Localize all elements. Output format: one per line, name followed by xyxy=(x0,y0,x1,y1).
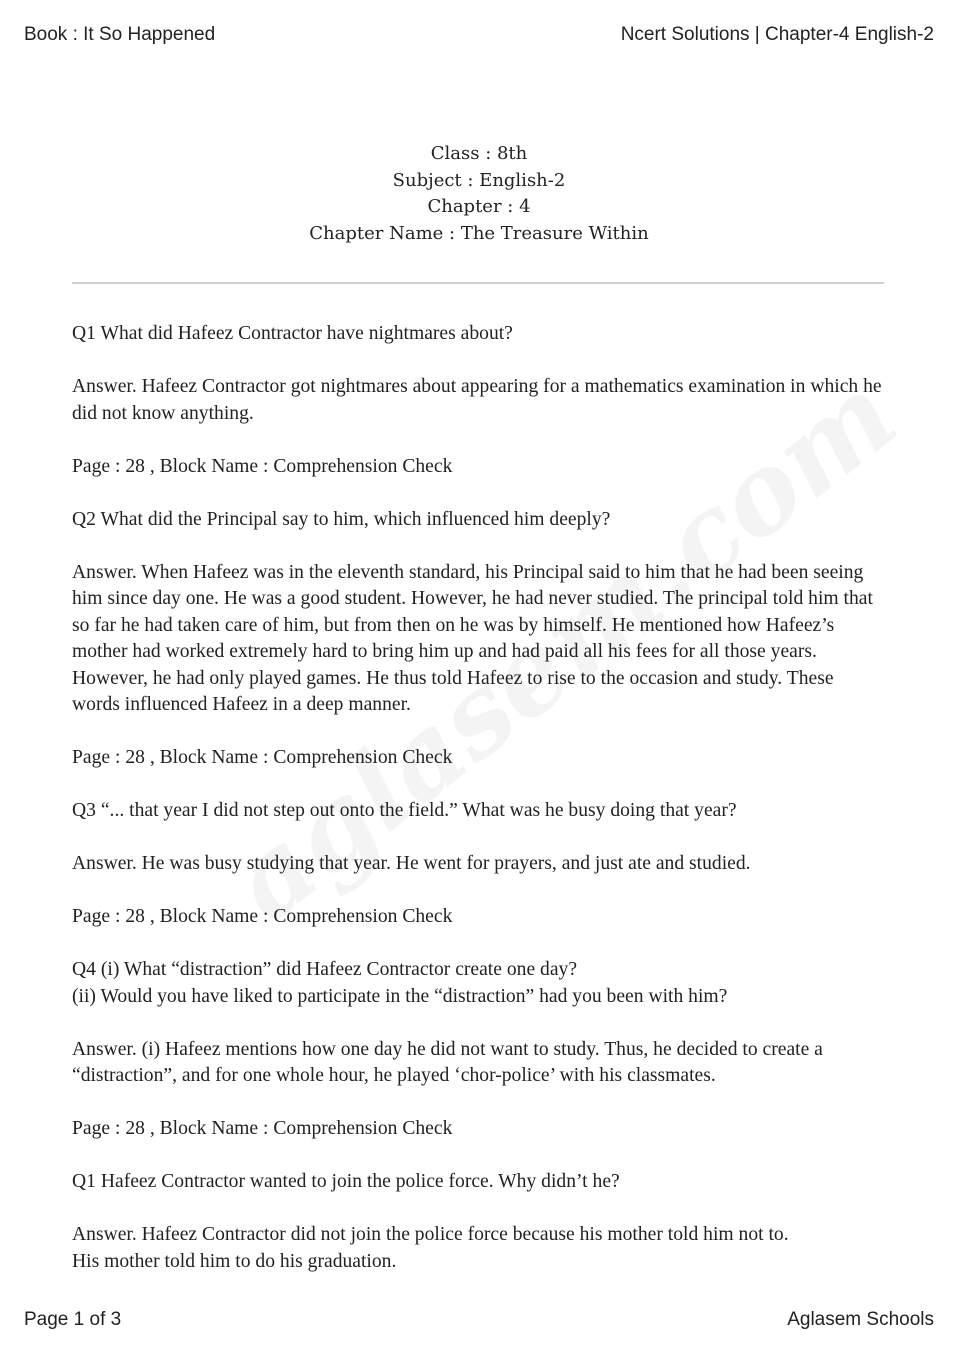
question-4-part-2: (ii) Would you have liked to participate in the “distraction” had you been with him? xyxy=(72,985,728,1007)
header-chapter-info: Ncert Solutions | Chapter-4 English-2 xyxy=(620,24,934,45)
header-book-title: Book : It So Happened xyxy=(24,24,216,45)
meta-chapter: Chapter : 4 xyxy=(427,196,531,217)
page-ref-2: Page : 28 , Block Name : Comprehension Check xyxy=(72,747,453,768)
answer-4: Answer. (i) Hafeez mentions how one day he did not want to study. Thus, he decided to create a “distraction”, and for one whole hour, he played ‘chor-police’ with his classmates. xyxy=(72,1038,823,1086)
document-meta xyxy=(0,141,958,247)
answer-1: Answer. Hafeez Contractor got nightmares about appearing for a mathematics examination in which he did not know anything. xyxy=(72,376,882,424)
meta-class: Class : 8th xyxy=(430,143,528,164)
answer-2: Answer. When Hafeez was in the eleventh standard, his Principal said to him that he had been seeing him since day one. He was a good student. However, he had never studied. The principal told him that so far he had taken care of him, but from then on he was by himself. He mentioned how Hafeez’s mother had worked extremely hard to bring him up and had paid all his fees for all those years. However, he had only played games. He thus told Hafeez to rise to the occasion and study. These words influenced Hafeez in a deep manner. xyxy=(72,561,873,715)
page-number: Page 1 of 3 xyxy=(24,1309,122,1330)
question-2: Q2 What did the Principal say to him, which influenced him deeply? xyxy=(72,508,611,530)
qa-content xyxy=(72,321,884,1302)
answer-3: Answer. He was busy studying that year. He went for prayers, and just ate and studied. xyxy=(72,853,751,874)
question-3: Q3 “... that year I did not step out onto the field.” What was he busy doing that year? xyxy=(72,800,737,821)
question-1: Q1 What did Hafeez Contractor have nightmares about? xyxy=(72,323,513,344)
question-4-part-1: Q4 (i) What “distraction” did Hafeez Contractor create one day? xyxy=(72,959,578,980)
page-footer xyxy=(24,1309,934,1331)
page-ref-4: Page : 28 , Block Name : Comprehension Check xyxy=(72,1118,453,1139)
divider xyxy=(72,282,884,284)
answer-5-line-2: His mother told him to do his graduation. xyxy=(72,1250,397,1272)
page-ref-3: Page : 28 , Block Name : Comprehension Check xyxy=(72,906,453,927)
question-5: Q1 Hafeez Contractor wanted to join the police force. Why didn’t he? xyxy=(72,1171,620,1192)
page-ref-1: Page : 28 , Block Name : Comprehension Check xyxy=(72,455,453,477)
meta-subject: Subject : English-2 xyxy=(392,169,566,191)
footer-brand: Aglasem Schools xyxy=(787,1309,934,1330)
page-header xyxy=(24,24,934,46)
meta-chapter-name: Chapter Name : The Treasure Within xyxy=(309,222,649,244)
answer-5-line-1: Answer. Hafeez Contractor did not join the police force because his mother told him not to. xyxy=(72,1224,789,1245)
